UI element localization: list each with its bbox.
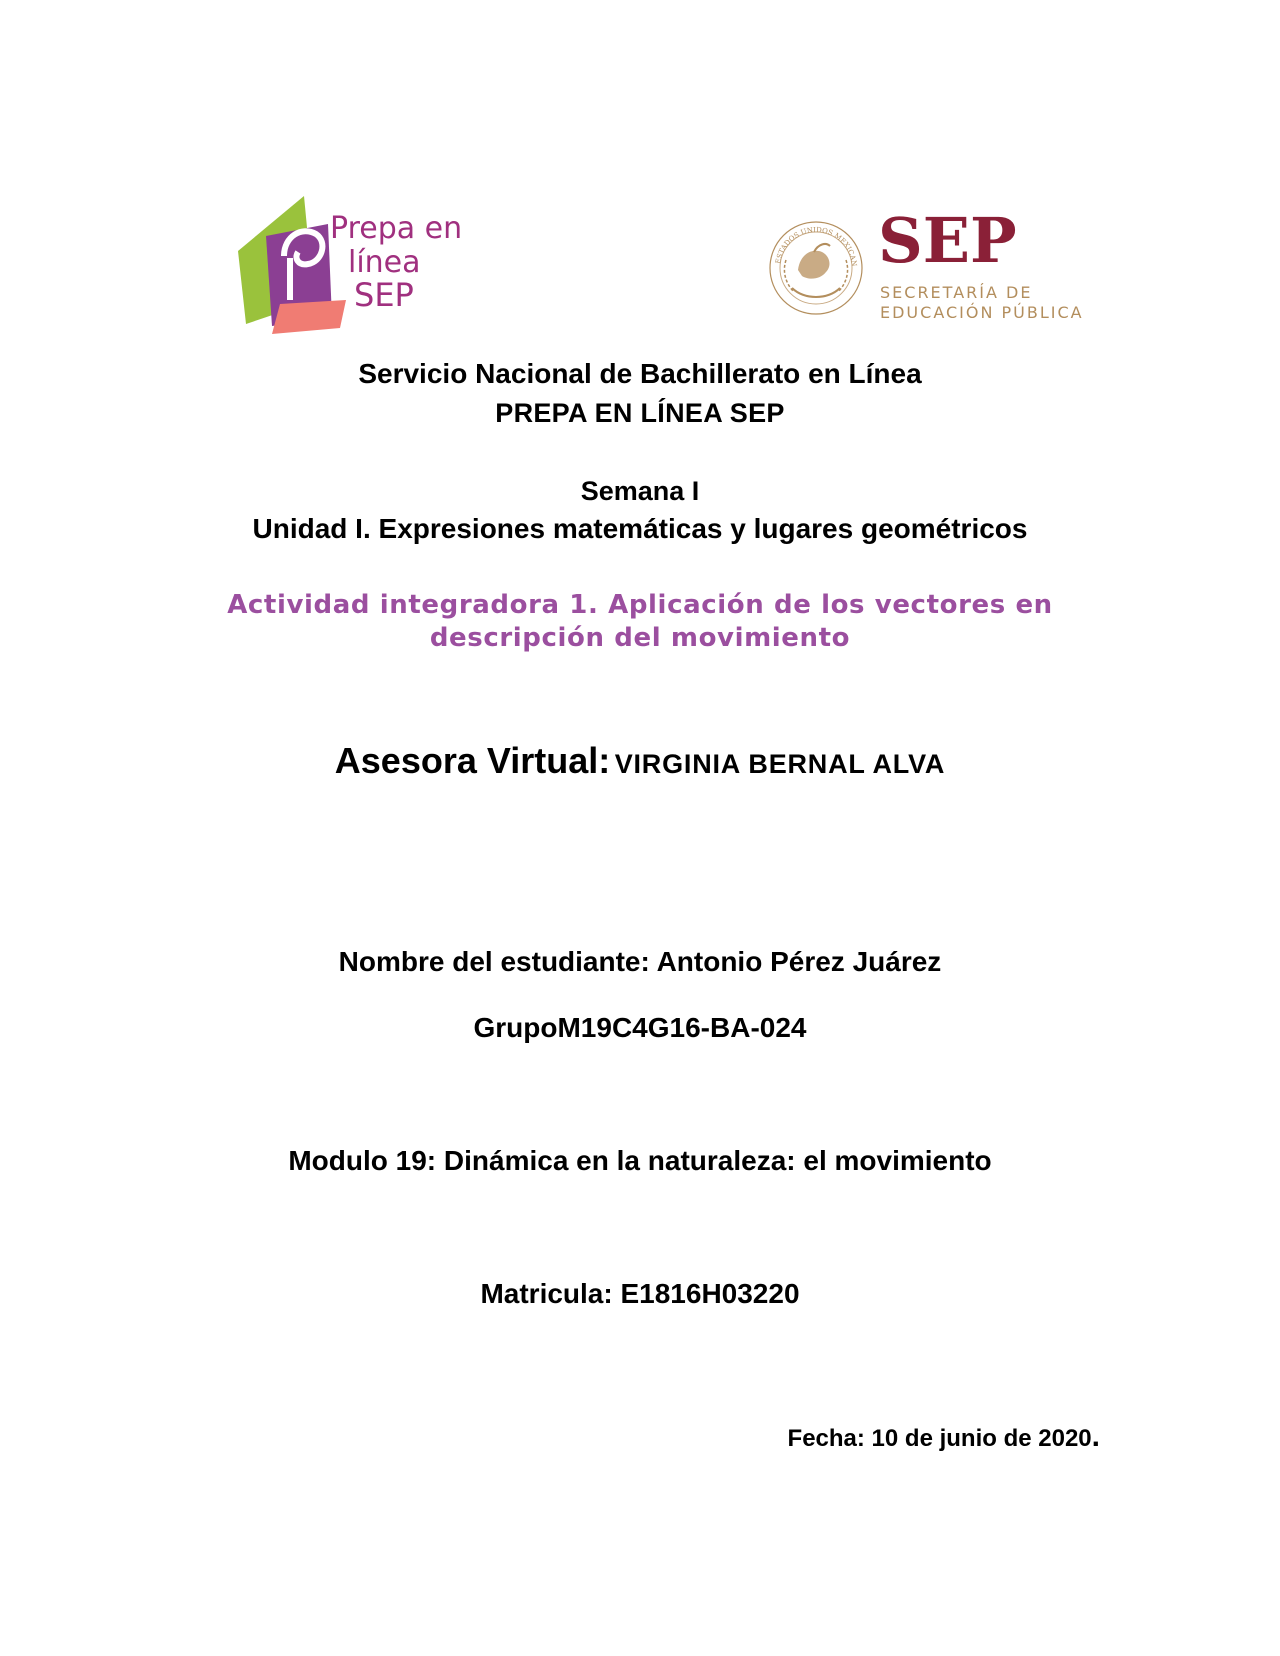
advisor-name: VIRGINIA BERNAL ALVA [614, 749, 946, 779]
mexican-seal-icon [768, 210, 862, 314]
activity-title-line2: descripción del movimiento [429, 623, 851, 653]
date-line [788, 1420, 1100, 1454]
module-title: Modulo 19: Dinámica en la naturaleza: el movimiento [288, 1145, 992, 1176]
advisor-label: Asesora Virtual: [334, 740, 611, 781]
unit-title: Unidad I. Expresiones matemáticas y lugares geométricos [252, 513, 1028, 544]
svg-text:Prepa en: Prepa en [330, 211, 463, 246]
advisor-line [0, 740, 1280, 782]
institution-title: Servicio Nacional de Bachillerato en Línea [358, 358, 922, 389]
sep-logo [768, 210, 1108, 330]
svg-text:ESTADOS UNIDOS MEXICANOS: ESTADOS UNIDOS MEXICAN [774, 225, 859, 267]
date-period: . [1091, 1420, 1100, 1453]
activity-title-line1: Actividad integradora 1. Aplicación de los vectores en [227, 590, 1053, 620]
enrollment-number: Matricula: E1816H03220 [480, 1278, 800, 1309]
svg-text:EDUCACIÓN PÚBLICA: EDUCACIÓN PÚBLICA [880, 303, 1084, 322]
date-text: Fecha: 10 de junio de 2020 [787, 1425, 1092, 1452]
svg-text:línea: línea [348, 245, 421, 280]
prepa-en-linea-logo [236, 196, 463, 336]
student-name: Nombre del estudiante: Antonio Pérez Juárez [338, 946, 942, 977]
program-title: PREPA EN LÍNEA SEP [495, 398, 785, 428]
student-group: GrupoM19C4G16-BA-024 [473, 1012, 807, 1043]
svg-text:SECRETARÍA DE: SECRETARÍA DE [880, 283, 1033, 302]
svg-text:SEP: SEP [878, 210, 1017, 277]
svg-text:SEP: SEP [354, 276, 414, 314]
week-label: Semana I [580, 476, 700, 506]
